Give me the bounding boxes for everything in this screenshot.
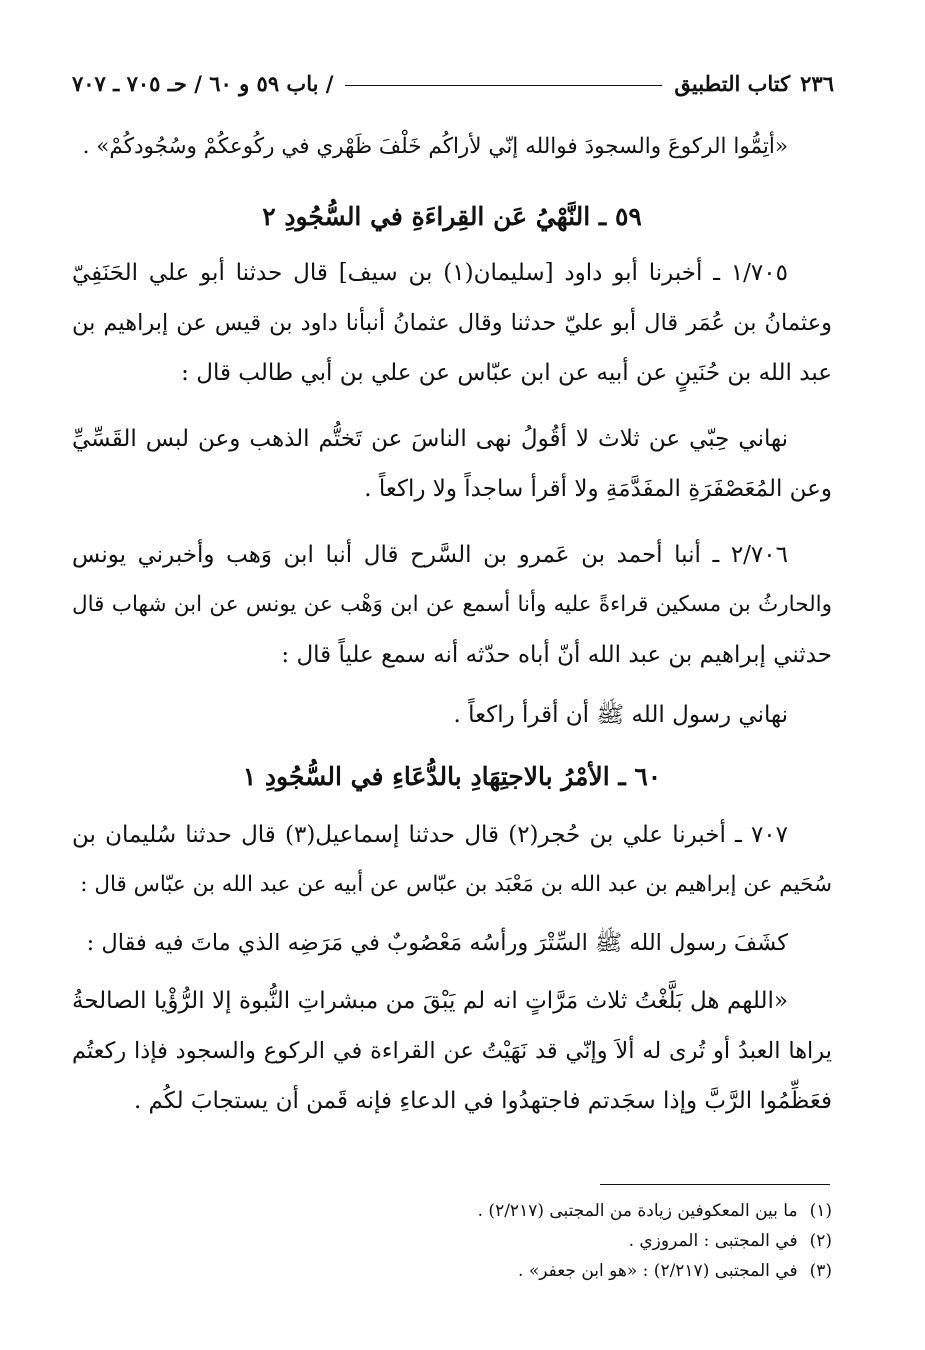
footnote-number: (٢)	[809, 1231, 832, 1251]
footnotes	[72, 1196, 832, 1286]
text-line: «اللهم هل بَلَّغْتُ ثلاث مَرَّاتٍ انه لم يَبْقَ من مبشراتِ النُّبوة إلا الرُّؤْيا الصالحةُ	[72, 988, 788, 1014]
text-line: فعَظِّمُوا الرَّبَّ وإذا سجَدتم فاجتهدُوا في الدعاءِ فإنه قَمن أن يستجابَ لكُم .	[133, 1088, 832, 1114]
text-line: نهاني حِبّي عن ثلاث لا أقُولُ نهى الناسَ عن تَختُّم الذهب وعن لبس القَسِّيِّ	[72, 426, 788, 452]
footnote	[72, 1226, 832, 1256]
section-heading: ٥٩ ـ النَّهْيُ عَن القِراءَةِ في السُّجُودِ ٢	[262, 202, 642, 231]
section-heading: ٦٠ ـ الأمْرُ بالاجتِهَادِ بالدُّعَاءِ في السُّجُودِ ١	[242, 762, 662, 791]
footnote	[72, 1256, 832, 1286]
text-line: والحارثُ بن مسكين قراءةً عليه وأنا أسمع عن ابن وَهْب عن يونس عن ابن شهاب قال	[72, 592, 832, 617]
text-line: سُحَيم عن إبراهيم بن عبد الله بن مَعْبَد بن عبّاس عن أبيه عن عبد الله بن عبّاس قال :	[80, 872, 832, 897]
text-line: ٧٠٧ ـ أخبرنا علي بن حُجر(٢) قال حدثنا إسماعيل(٣) قال حدثنا سُليمان بن	[72, 822, 788, 848]
footnote-rule	[600, 1184, 830, 1185]
text-line: حدثني إبراهيم بن عبد الله أنّ أباه حدّثه أنه سمع علياً قال :	[281, 642, 832, 668]
hadith-705	[72, 248, 832, 398]
text-line: يراها العبدُ أو تُرى له ألاَ وإنّي قد نَهَيْتُ عن القراءة في الركوع والسجود فإذا ركعتُم	[72, 1038, 832, 1064]
hadith-707	[72, 810, 832, 910]
footnote-text: في المجتبى : المروزي .	[628, 1231, 798, 1251]
book-title: كتاب التطبيق	[674, 71, 791, 96]
chapter-range: / باب ٥٩ و ٦٠ / حـ ٧٠٥ ـ ٧٠٧	[72, 71, 334, 96]
text-line: عبد الله بن حُنَينٍ عن أبيه عن ابن عبّاس عن علي بن أبي طالب قال :	[181, 360, 832, 386]
hadith-707-prophetic-text	[72, 976, 832, 1126]
text-line: كشَفَ رسول الله ﷺ السِّتْرَ ورأسُه مَعْصُوبٌ في مَرَضِه الذي ماتَ فيه فقال :	[86, 930, 788, 956]
text-line: وعثمانُ بن عُمَر قال أبو عليّ حدثنا وقال عثمانُ أنبأنا داود بن قيس عن إبراهيم بن	[72, 310, 832, 336]
footnote-text: في المجتبى (٢/٢١٧) : «هو ابن جعفر» .	[518, 1261, 798, 1281]
section-59	[72, 192, 832, 242]
hadith-707-matn	[72, 918, 832, 968]
footnote-number: (٣)	[809, 1261, 832, 1281]
text-line: ٢/٧٠٦ ـ أنبا أحمد بن عَمرو بن السَّرح قال أنبا ابن وَهب وأخبرني يونس	[72, 542, 788, 568]
carryover-text	[72, 122, 832, 172]
hadith-705-matn	[72, 414, 832, 514]
hadith-706-matn	[72, 690, 832, 740]
hadith-706	[72, 530, 832, 680]
footnote-number: (١)	[809, 1201, 832, 1221]
text-line: وعن المُعَصْفَرَةِ المفَدَّمَةِ ولا أقرأ ساجداً ولا راكعاً .	[364, 476, 832, 502]
page-number: ٢٣٦	[800, 71, 834, 96]
text-line: نهاني رسول الله ﷺ أن أقرأ راكعاً .	[453, 702, 788, 728]
header-rule	[345, 85, 662, 86]
text-line: «أتِمُّوا الركوعَ والسجودَ فوالله إنّي لأراكُم خَلْفَ ظَهْري في ركُوعكُمْ وسُجُودكُمْ» .	[82, 134, 788, 159]
section-60	[72, 752, 832, 802]
text-line: ١/٧٠٥ ـ أخبرنا أبو داود [سليمان(١) بن سيف] قال حدثنا أبو علي الحَنَفِيّ	[72, 260, 788, 286]
footnote	[72, 1196, 832, 1226]
footnote-text: ما بين المعكوفين زيادة من المجتبى (٢/٢١٧) .	[477, 1201, 798, 1221]
running-head	[72, 62, 834, 96]
